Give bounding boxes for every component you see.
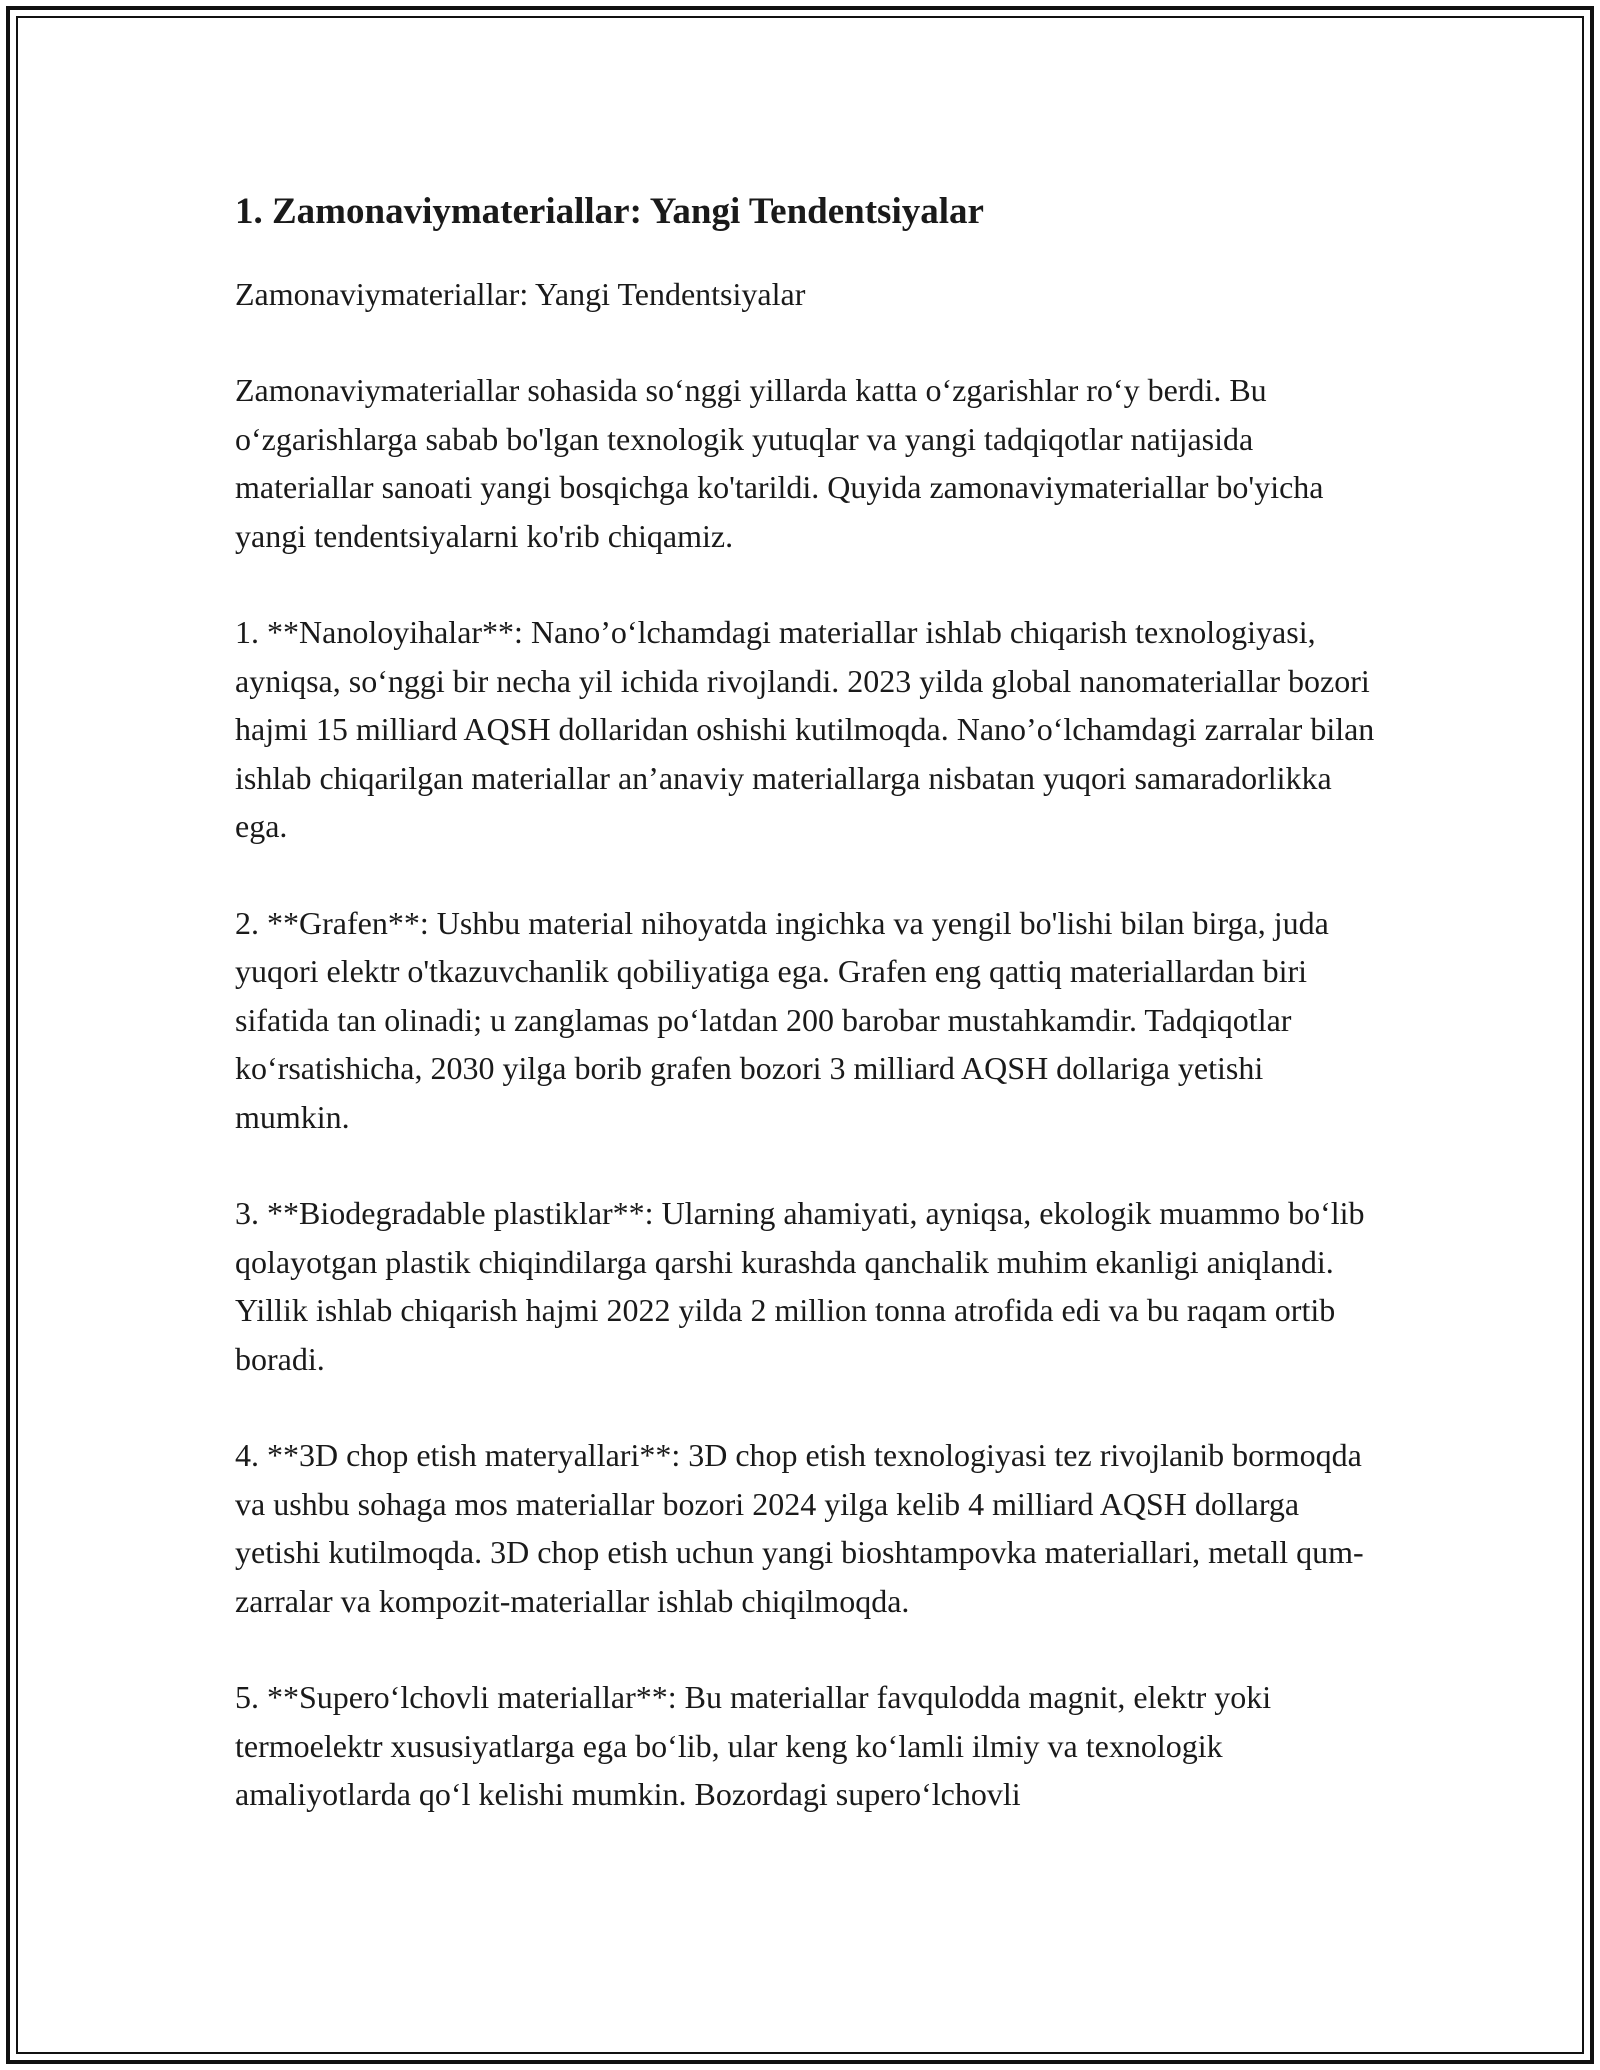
paragraph-3d-chop-etish: 4. **3D chop etish materyallari**: 3D chop etish texnologiyasi tez rivojlanib bormoqda va ushbu sohaga mos materiallar bozori 2024 yilga kelib 4 milliard AQSH dollarga yetishi kutilmoqda. 3D chop etish uchun yangi bioshtampovka materiallari, metall qum-zarralar va kompozit-materiallar ishlab chiqilmoqda. <box>235 1437 1364 1619</box>
paragraph-grafen: 2. **Grafen**: Ushbu material nihoyatda ingichka va yengil bo'lishi bilan birga, juda yuqori elektr o'tkazuvchanlik qobiliyatiga ega. Grafen eng qattiq materiallardan biri sifatida tan olinadi; u zanglamas po‘latdan 200 barobar mustahkamdir. Tadqiqotlar ko‘rsatishicha, 2030 yilga borib grafen bozori 3 milliard AQSH dollariga yetishi mumkin. <box>235 904 1329 1135</box>
paragraph-biodegradable-plastiklar: 3. **Biodegradable plastiklar**: Ularning ahamiyati, ayniqsa, ekologik muammo bo‘lib qolayotgan plastik chiqindilarga qarshi kurashda qanchalik muhim ekanligi aniqlandi. Yillik ishlab chiqarish hajmi 2022 yilda 2 million tonna atrofida edi va bu raqam ortib boradi. <box>235 1195 1365 1377</box>
paragraph-superolchovli-materiallar: 5. **Supero‘lchovli materiallar**: Bu materiallar favqulodda magnit, elektr yoki termoelektr xususiyatlarga ega bo‘lib, ular keng ko‘lamli ilmiy va texnologik amaliyotlarda qo‘l kelishi mumkin. Bozordagi supero‘lchovli <box>235 1679 1272 1812</box>
document-title: 1. Zamonaviymateriallar: Yangi Tendentsiyalar <box>235 191 984 232</box>
document-body <box>235 188 1375 1867</box>
document-subtitle: Zamonaviymateriallar: Yangi Tendentsiyalar <box>235 276 806 312</box>
intro-paragraph: Zamonaviymateriallar sohasida so‘nggi yillarda katta o‘zgarishlar ro‘y berdi. Bu o‘zgarishlarga sabab bo'lgan texnologik yutuqlar va yangi tadqiqotlar natijasida materiallar sanoati yangi bosqichga ko'tarildi. Quyida zamonaviymateriallar bo'yicha yangi tendentsiyalarni ko'rib chiqamiz. <box>235 372 1324 554</box>
paragraph-nanoloyihalar: 1. **Nanoloyihalar**: Nano’o‘lchamdagi materiallar ishlab chiqarish texnologiyasi, ayniqsa, so‘nggi bir necha yil ichida rivojlandi. 2023 yilda global nanomateriallar bozori hajmi 15 milliard AQSH dollaridan oshishi kutilmoqda. Nano’o‘lchamdagi zarralar bilan ishlab chiqarilgan materiallar an’anaviy materiallarga nisbatan yuqori samaradorlikka ega. <box>235 614 1375 844</box>
